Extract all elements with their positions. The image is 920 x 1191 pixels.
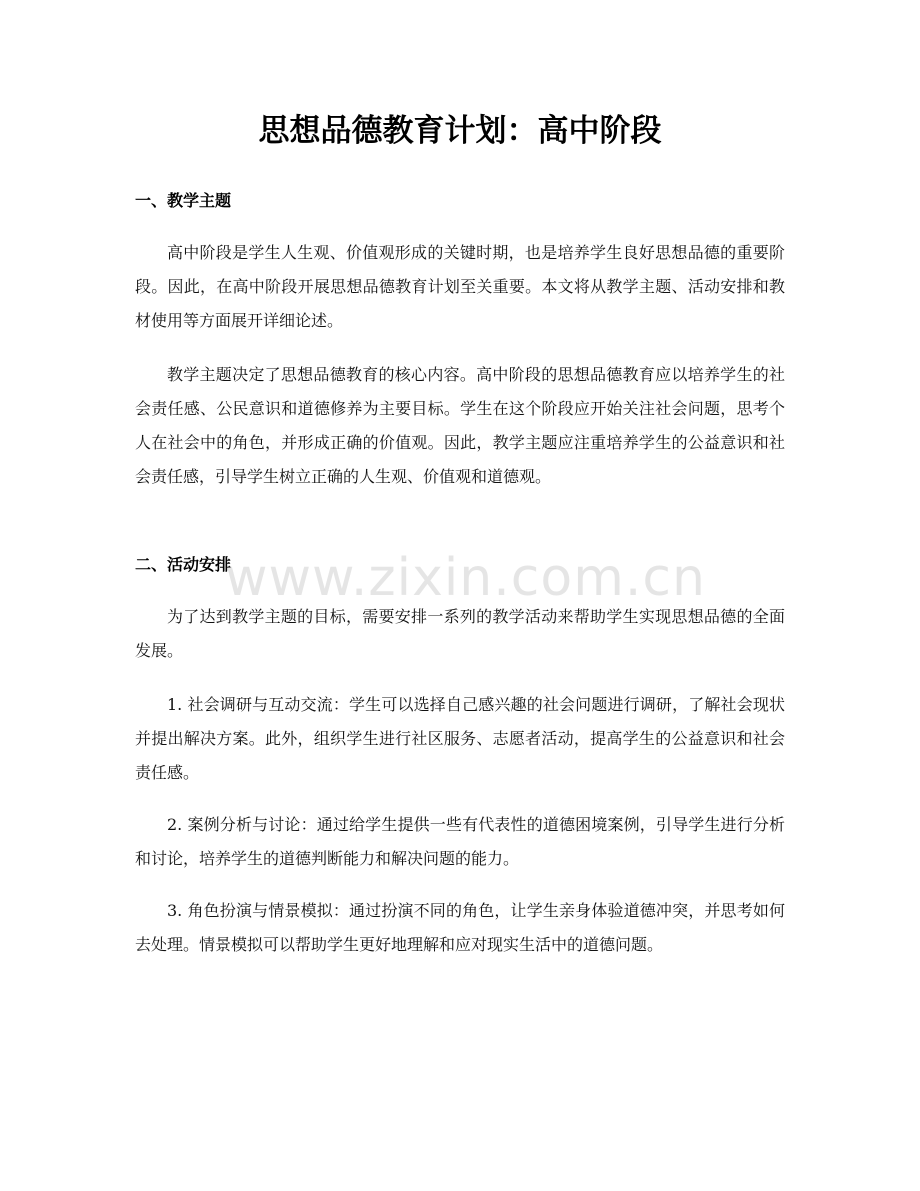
paragraph-activity-1: 1. 社会调研与互动交流：学生可以选择自己感兴趣的社会问题进行调研，了解社会现状并提出解决方案。此外，组织学生进行社区服务、志愿者活动，提高学生的公益意识和社会责任感。 (135, 695, 785, 782)
paragraph-theme: 教学主题决定了思想品德教育的核心内容。高中阶段的思想品德教育应以培养学生的社会责任感、公民意识和道德修养为主要目标。学生在这个阶段应开始关注社会问题，思考个人在社会中的角色，并形成正确的价值观。因此，教学主题应注重培养学生的公益意识和社会责任感，引导学生树立正确的人生观、价值观和道德观。 (135, 365, 785, 486)
paragraph-activity-2: 2. 案例分析与讨论：通过给学生提供一些有代表性的道德困境案例，引导学生进行分析和讨论，培养学生的道德判断能力和解决问题的能力。 (135, 815, 785, 868)
paragraph-activity-3: 3. 角色扮演与情景模拟：通过扮演不同的角色，让学生亲身体验道德冲突，并思考如何去处理。情景模拟可以帮助学生更好地理解和应对现实生活中的道德问题。 (135, 901, 785, 954)
document-title: 思想品德教育计划：高中阶段 (258, 113, 662, 149)
section-heading-activities: 二、活动安排 (135, 555, 232, 574)
section-heading-teaching-theme: 一、教学主题 (135, 191, 232, 210)
watermark: www.zixin.com.cn (225, 548, 706, 608)
paragraph-intro: 高中阶段是学生人生观、价值观形成的关键时期，也是培养学生良好思想品德的重要阶段。因此，在高中阶段开展思想品德教育计划至关重要。本文将从教学主题、活动安排和教材使用等方面展开详细论述。 (135, 243, 785, 330)
paragraph-activities-intro: 为了达到教学主题的目标，需要安排一系列的教学活动来帮助学生实现思想品德的全面发展。 (135, 607, 785, 660)
